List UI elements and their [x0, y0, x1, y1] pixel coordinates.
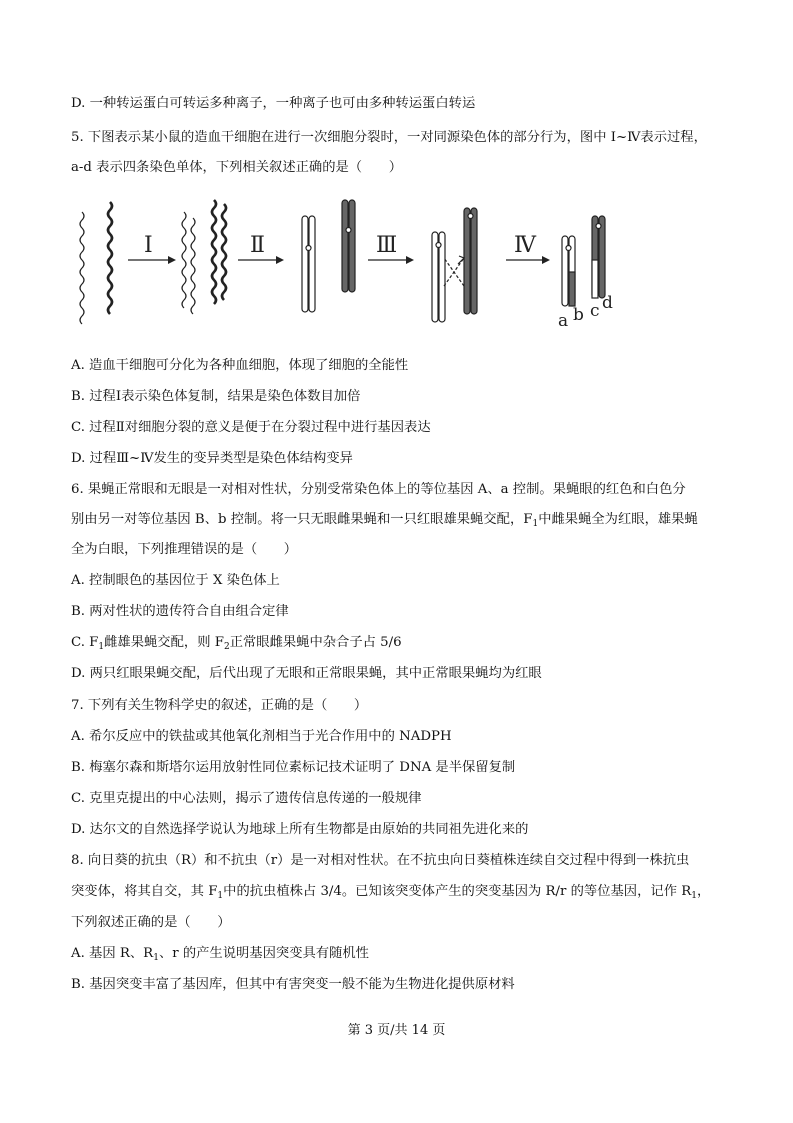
q8-stem-line1: 8. 向日葵的抗虫（R）和不抗虫（r）是一对相对性状。在不抗虫向日葵植株连续自交过程中得到一株抗虫	[71, 853, 690, 868]
chromatin-duplicated	[182, 200, 226, 314]
q8-option-b: B. 基因突变丰富了基因库，但其中有害突变一般不能为生物进化提供原材料	[71, 977, 515, 992]
arrow-label-1: Ⅰ	[144, 233, 153, 258]
label-a: a	[558, 311, 569, 330]
label-c: c	[590, 301, 600, 321]
arrow-label-4: Ⅳ	[514, 233, 536, 258]
q5-option-a: A. 造血干细胞可分化为各种血细胞，体现了细胞的全能性	[71, 358, 409, 373]
q7-option-c: C. 克里克提出的中心法则，揭示了遗传信息传递的一般规律	[71, 791, 422, 806]
q6-option-c: C. $F_1$雌雄果蝇交配，则 $F_2$正常眼雌果蝇中杂合子占 5/6	[71, 635, 402, 652]
arrow-process-2	[238, 233, 284, 264]
arrow-label-3: Ⅲ	[376, 233, 398, 258]
q5-option-c: C. 过程Ⅱ对细胞分裂的意义是便于在分裂过程中进行基因表达	[71, 420, 431, 435]
q5-stem-line2: a-d 表示四条染色单体，下列相关叙述正确的是（ ）	[71, 160, 402, 175]
q6-stem-line2: 别由另一对等位基因 B、b 控制。将一只无眼雌果蝇和一只红眼雄果蝇交配，$F_1$中雌果蝇全为红眼，雄果蝇	[71, 512, 698, 529]
arrow-process-4	[506, 233, 550, 264]
q7-option-a: A. 希尔反应中的铁盐或其他氧化剂相当于光合作用中的 NADPH	[71, 729, 452, 744]
prev-option-d: D. 一种转运蛋白可转运多种离子，一种离子也可由多种转运蛋白转运	[71, 96, 476, 111]
label-b: b	[573, 305, 584, 325]
q6-option-d: D. 两只红眼果蝇交配，后代出现了无眼和正常眼果蝇，其中正常眼果蝇均为红眼	[71, 666, 542, 681]
q8-option-a: A. 基因 R、$R_1$、r 的产生说明基因突变具有随机性	[71, 946, 369, 963]
arrow-label-2: Ⅱ	[250, 233, 265, 258]
page-footer: 第 3 页/共 14 页	[347, 1023, 446, 1038]
q5-option-b: B. 过程Ⅰ表示染色体复制，结果是染色体数目加倍	[71, 389, 361, 404]
q6-option-b: B. 两对性状的遗传符合自由组合定律	[71, 604, 289, 619]
q6-option-a: A. 控制眼色的基因位于 X 染色体上	[71, 573, 280, 588]
q7-option-b: B. 梅塞尔森和斯塔尔运用放射性同位素标记技术证明了 DNA 是半保留复制	[71, 760, 516, 775]
q5-stem-line1: 5. 下图表示某小鼠的造血干细胞在进行一次细胞分裂时，一对同源染色体的部分行为，图中 Ⅰ~Ⅳ表示过程，	[71, 130, 707, 145]
q7-option-d: D. 达尔文的自然选择学说认为地球上所有生物都是由原始的共同祖先进化来的	[71, 822, 529, 837]
q7-stem: 7. 下列有关生物科学史的叙述，正确的是（ ）	[71, 698, 368, 713]
crossing-over	[432, 208, 477, 322]
q8-stem-line2: 突变体，将其自交，其 $F_1$中的抗虫植株占 3/4。已知该突变体产生的突变基因为 R/r 的等位基因，记作 $R_1$，	[71, 884, 711, 901]
chromosome-figure	[66, 190, 626, 330]
chromatids-recombinant	[562, 216, 605, 306]
arrow-process-3	[368, 233, 414, 264]
label-d: d	[602, 293, 613, 313]
chromosomes-condensed	[302, 200, 355, 312]
q6-stem-line3: 全为白眼，下列推理错误的是（ ）	[71, 542, 298, 557]
arrow-process-1	[128, 233, 176, 264]
chromatin-initial	[80, 202, 112, 324]
q8-stem-line3: 下列叙述正确的是（ ）	[71, 915, 231, 930]
q6-stem-line1: 6. 果蝇正常眼和无眼是一对相对性状，分别受常染色体上的等位基因 A、a 控制。果蝇眼的红色和白色分	[71, 482, 686, 497]
q5-option-d: D. 过程Ⅲ~Ⅳ发生的变异类型是染色体结构变异	[71, 451, 353, 466]
